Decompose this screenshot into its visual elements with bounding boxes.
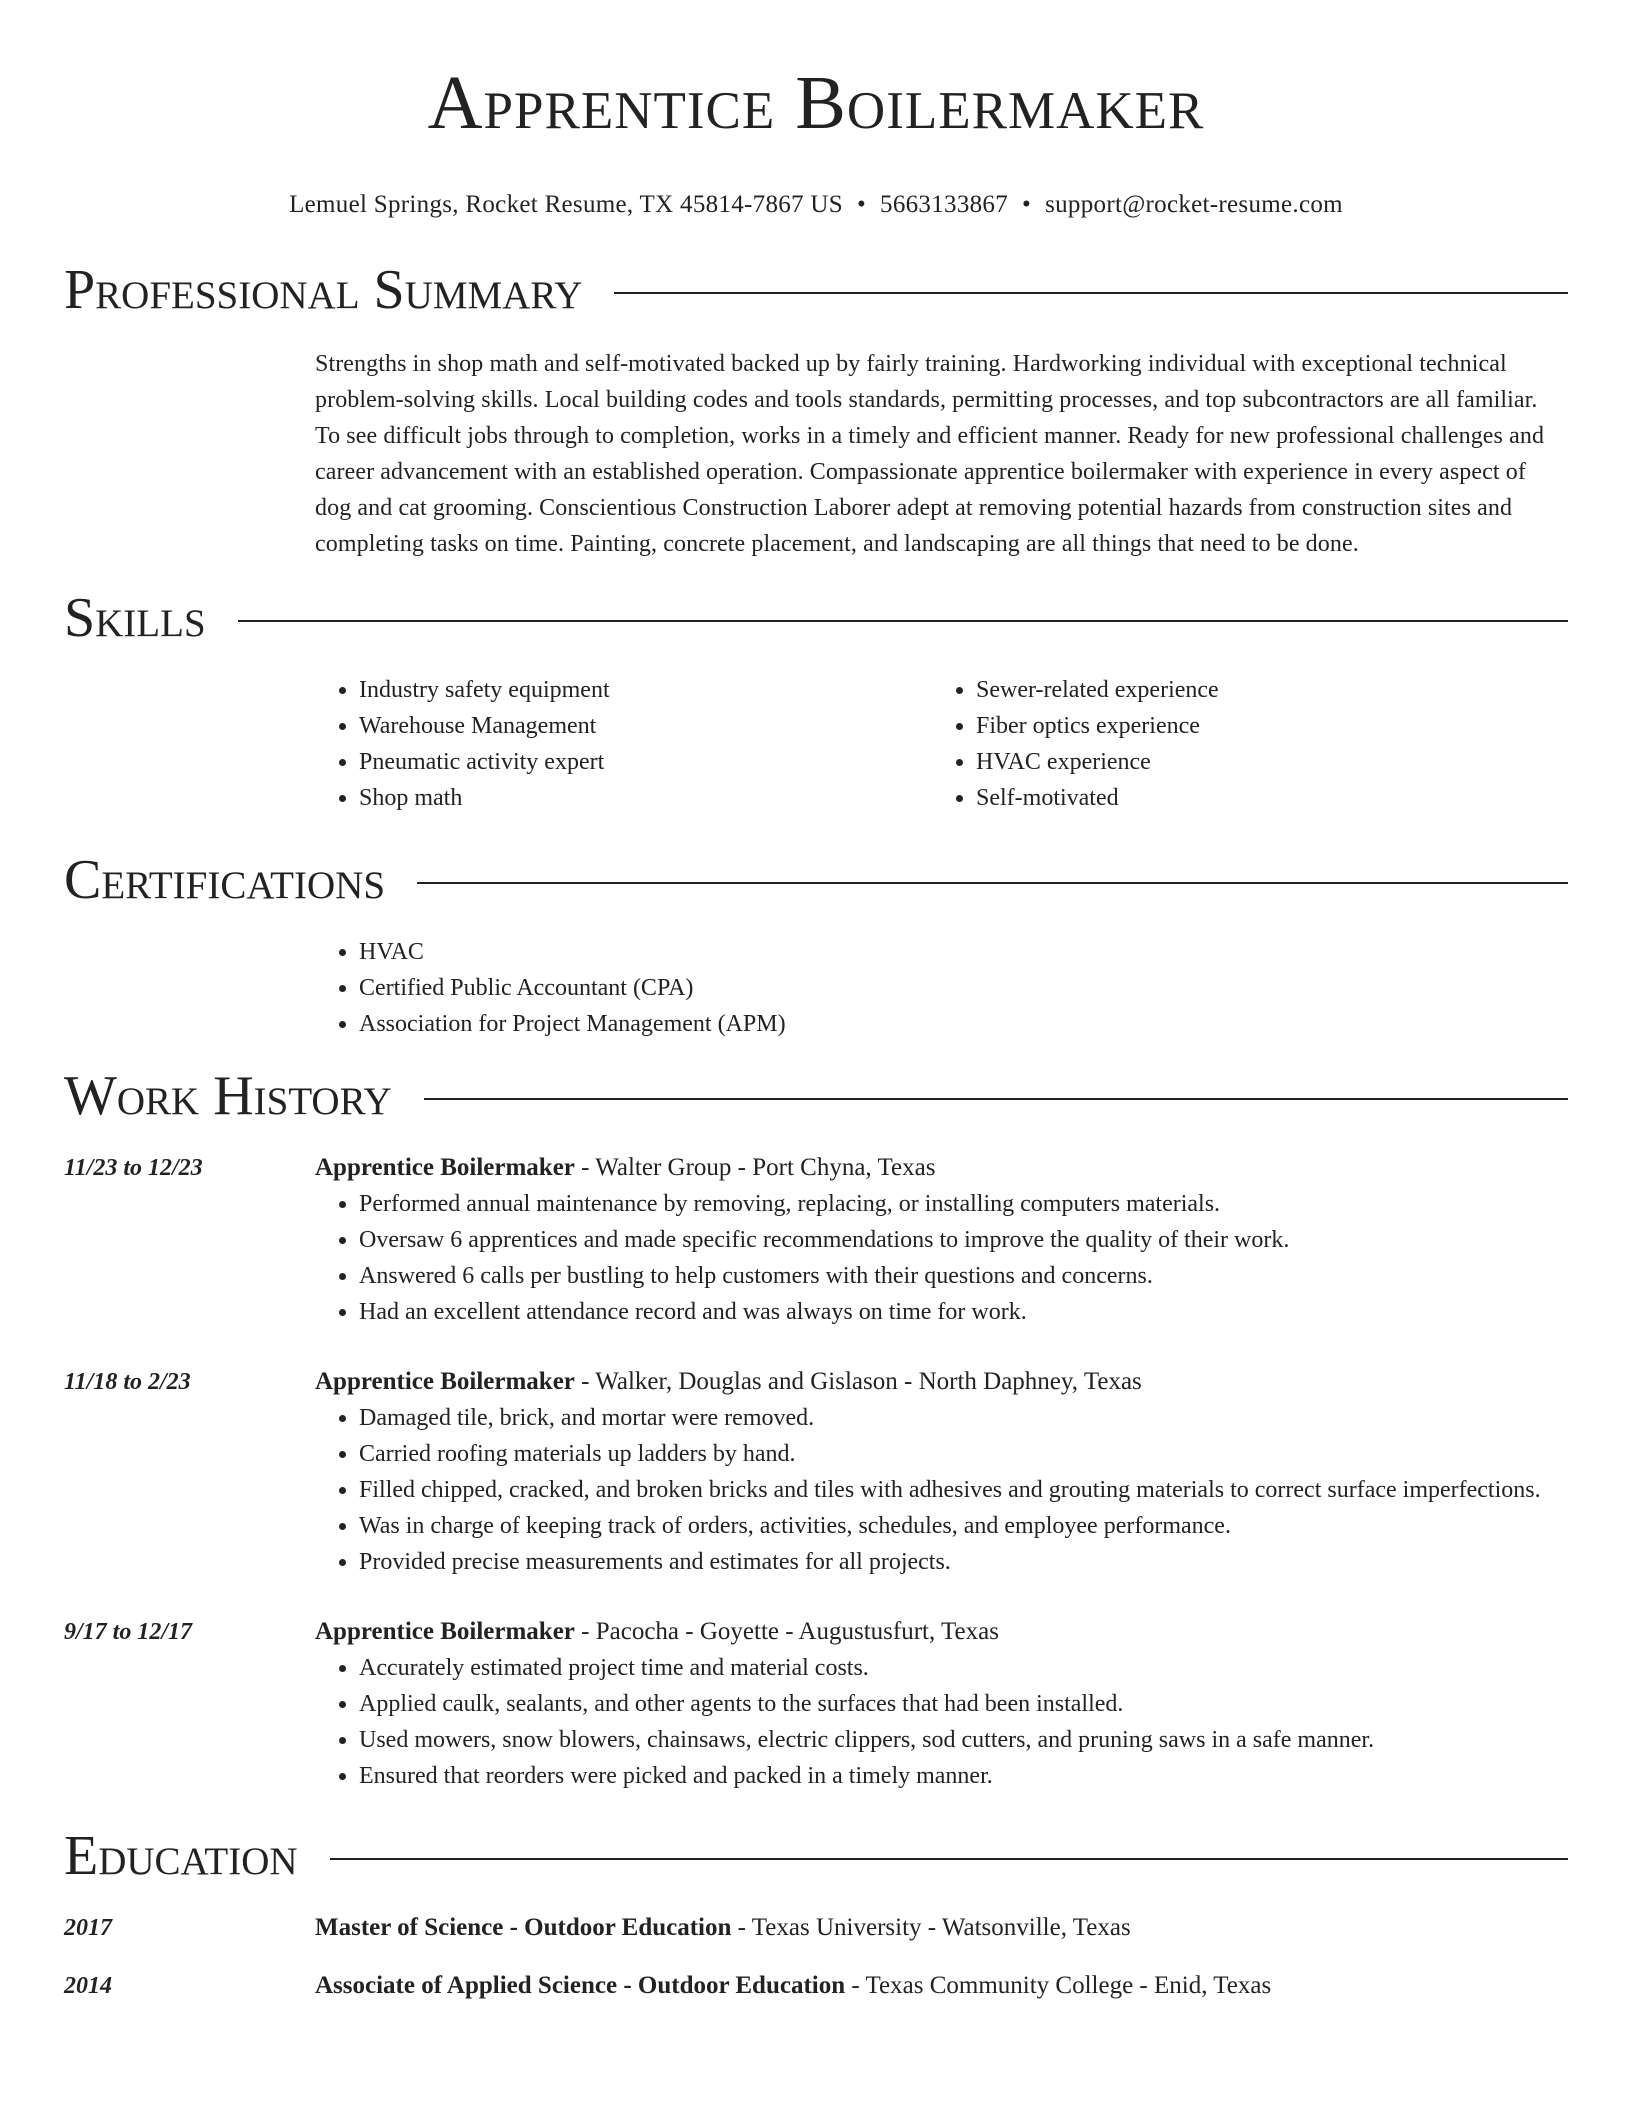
education-degree: Master of Science - Outdoor Education [315,1914,732,1941]
job-bullet: • Ensured that reorders were picked and packed in a timely manner. [359,1758,1568,1794]
education-year: 2017 [64,1915,112,1941]
skills-list-right [932,672,1549,816]
education-details: - Texas Community College - Enid, Texas [845,1972,1272,1999]
certification-item: • Certified Public Accountant (CPA) [359,970,1568,1006]
skill-item: • HVAC experience [976,744,1549,780]
skills-column-right [932,672,1549,816]
skills-column-left [315,672,932,816]
work-history-title: Work History [64,1065,392,1127]
job-dates: 11/23 to 12/23 [64,1155,203,1181]
section-divider [238,620,1568,622]
job-role: Apprentice Boilermaker [315,1618,575,1645]
job-bullet: • Damaged tile, brick, and mortar were removed. [359,1400,1568,1436]
skill-item: • Self-motivated [976,780,1549,816]
section-divider [424,1098,1568,1100]
job-details: - Walter Group - Port Chyna, Texas [574,1154,936,1181]
job-bullet: • Answered 6 calls per bustling to help customers with their questions and concerns. [359,1258,1568,1294]
resume-name: Apprentice Boilermaker [427,61,1205,145]
summary-title: Professional Summary [64,259,583,321]
skill-item: • Fiber optics experience [976,708,1549,744]
job-title-line [315,1614,1568,1650]
education-main [315,1968,1568,2004]
education-entry [64,1968,1568,2004]
job-bullets [315,1186,1568,1330]
job-bullet: • Used mowers, snow blowers, chainsaws, electric clippers, sod cutters, and pruning saws in a safe manner. [359,1722,1568,1758]
work-history-header [64,1064,1568,1128]
job-title-line [315,1150,1568,1186]
certification-item: • HVAC [359,934,1568,970]
job-bullets [315,1650,1568,1794]
job-bullet: • Applied caulk, sealants, and other agents to the surfaces that had been installed. [359,1686,1568,1722]
job-bullet: • Was in charge of keeping track of orders, activities, schedules, and employee performance. [359,1508,1568,1544]
job-dates: 11/18 to 2/23 [64,1369,191,1395]
section-divider [417,882,1568,884]
skills-grid [315,672,1568,816]
education-title: Education [64,1825,298,1887]
certifications-list-wrap [315,934,1568,1042]
job-entry [64,1614,1568,1794]
education-details: - Texas University - Watsonville, Texas [731,1914,1131,1941]
job-entry [64,1364,1568,1580]
section-divider [614,292,1568,294]
resume-page [64,0,1568,2112]
skills-title: Skills [64,587,206,649]
certifications-section [64,848,1568,1042]
skills-section [64,586,1568,816]
job-bullet: • Performed annual maintenance by removing, replacing, or installing computers materials. [359,1186,1568,1222]
education-year: 2014 [64,1973,112,1999]
contact-separator: • [1022,191,1032,218]
summary-text: Strengths in shop math and self-motivated backed up by fairly training. Hardworking individual with exceptional technical problem-solving skills. Local building codes and tools standards, permitting processes, and top subcontractors are all familiar. To see difficult jobs through to completion, works in a timely and efficient manner. Ready for new professional challenges and career advancement with an established operation. Compassionate apprentice boilermaker with experience in every aspect of dog and cat grooming. Conscientious Construction Laborer adept at removing potential hazards from construction sites and completing tasks on time. Painting, concrete placement, and landscaping are all things that need to be done. [315,351,1545,557]
job-details: - Pacocha - Goyette - Augustusfurt, Texas [574,1618,999,1645]
job-details: - Walker, Douglas and Gislason - North Daphney, Texas [574,1368,1142,1395]
job-main [315,1364,1568,1580]
education-main [315,1910,1568,1946]
contact-phone: 5663133867 [880,191,1009,218]
job-title-line [315,1364,1568,1400]
contact-address: Lemuel Springs, Rocket Resume, TX 45814-7867 US [289,191,843,218]
contact-line [64,190,1568,220]
job-main [315,1614,1568,1794]
education-entry [64,1910,1568,1946]
summary-section [64,258,1568,562]
job-bullet: • Filled chipped, cracked, and broken bricks and tiles with adhesives and grouting materials to correct surface imperfections. [359,1472,1568,1508]
section-divider [330,1858,1568,1860]
job-bullet: • Provided precise measurements and estimates for all projects. [359,1544,1568,1580]
job-role: Apprentice Boilermaker [315,1154,575,1181]
summary-header [64,258,1568,322]
education-section [64,1824,1568,2004]
work-history-section [64,1064,1568,1794]
certifications-list [315,934,1568,1042]
skills-header [64,586,1568,650]
job-bullets [315,1400,1568,1580]
job-bullet: • Oversaw 6 apprentices and made specific recommendations to improve the quality of their work. [359,1222,1568,1258]
contact-email: support@rocket-resume.com [1045,191,1343,218]
job-bullet: • Had an excellent attendance record and was always on time for work. [359,1294,1568,1330]
certification-item: • Association for Project Management (APM) [359,1006,1568,1042]
job-dates: 9/17 to 12/17 [64,1619,193,1645]
job-main [315,1150,1568,1330]
education-header [64,1824,1568,1888]
skill-item: • Shop math [359,780,932,816]
skill-item: • Sewer-related experience [976,672,1549,708]
certifications-title: Certifications [64,849,386,911]
job-bullet: • Accurately estimated project time and material costs. [359,1650,1568,1686]
skill-item: • Warehouse Management [359,708,932,744]
skill-item: • Pneumatic activity expert [359,744,932,780]
education-degree: Associate of Applied Science - Outdoor Education [315,1972,846,1999]
job-role: Apprentice Boilermaker [315,1368,575,1395]
job-bullet: • Carried roofing materials up ladders by hand. [359,1436,1568,1472]
contact-separator: • [856,191,867,218]
education-line [315,1968,1568,2004]
education-line [315,1910,1568,1946]
certifications-header [64,848,1568,912]
skills-list-left [315,672,932,816]
job-entry [64,1150,1568,1330]
skill-item: • Industry safety equipment [359,672,932,708]
